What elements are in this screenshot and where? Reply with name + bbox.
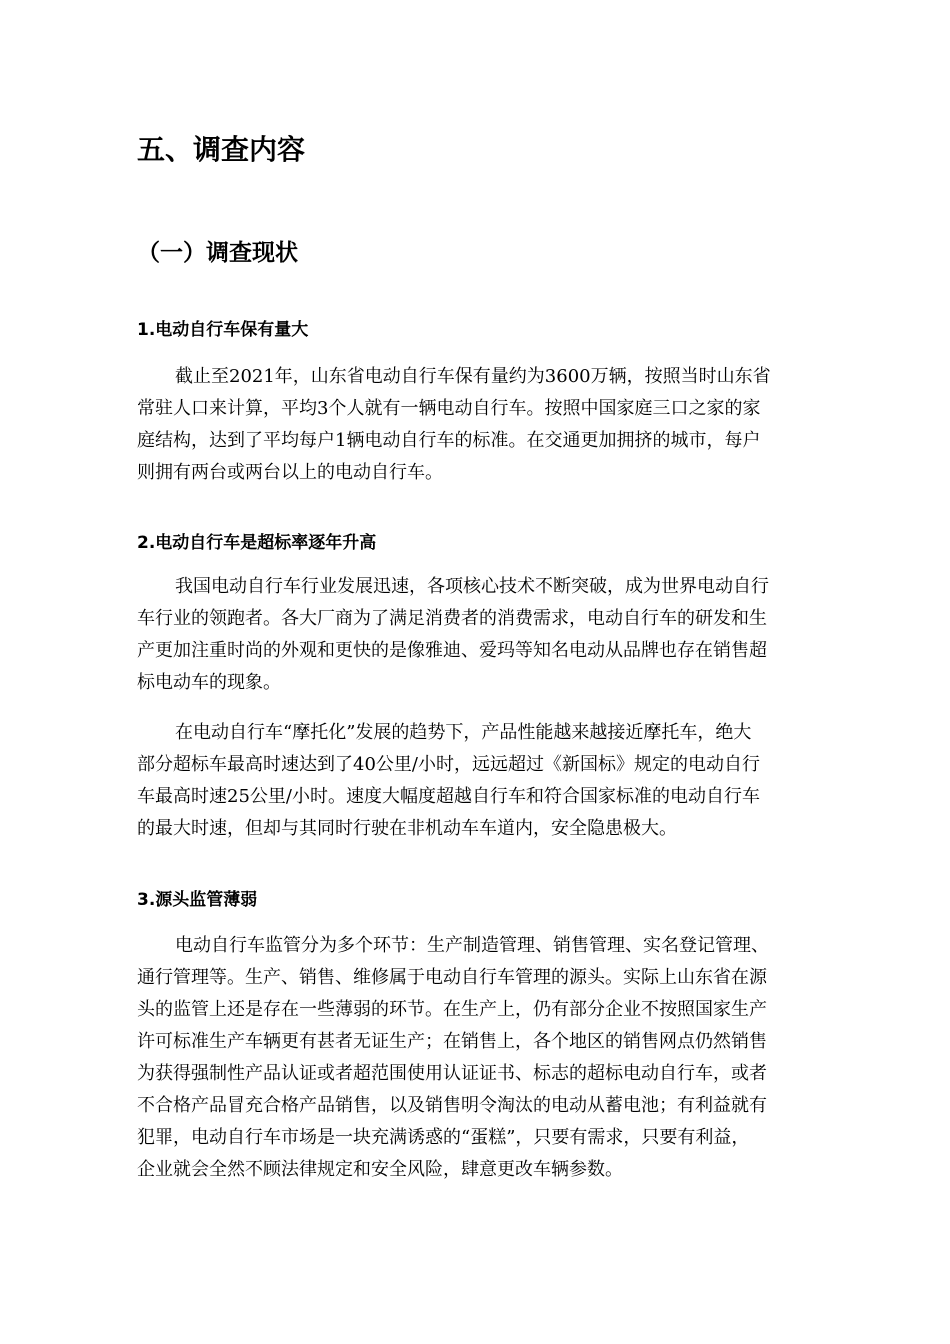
- text-line: 通行管理等。生产、销售、维修属于电动自行车管理的源头。实际上山东省在源: [137, 967, 767, 988]
- section-2-paragraph-1: [137, 571, 812, 699]
- main-heading: 五、调查内容: [137, 133, 306, 166]
- text-line: 车行业的领跑者。各大厂商为了满足消费者的消费需求，电动自行车的研发和生: [137, 608, 767, 629]
- section-1-title: 1.电动自行车保有量大: [137, 320, 309, 340]
- sub-heading: （一）调查现状: [137, 240, 298, 266]
- text-line: 车最高时速25公里/小时。速度大幅度超越自行车和符合国家标准的电动自行车: [137, 786, 760, 807]
- text-line: 庭结构，达到了平均每户1辆电动自行车的标准。在交通更加拥挤的城市，每户: [137, 430, 761, 451]
- text-line: 截止至2021年，山东省电动自行车保有量约为3600万辆，按照当时山东省: [175, 366, 771, 387]
- text-line: 电动自行车监管分为多个环节：生产制造管理、销售管理、实名登记管理、: [175, 935, 769, 956]
- text-line: 产更加注重时尚的外观和更快的是像雅迪、爱玛等知名电动从品牌也存在销售超: [137, 640, 767, 661]
- section-1-paragraph-1: [137, 361, 812, 489]
- text-line: 我国电动自行车行业发展迅速，各项核心技术不断突破，成为世界电动自行: [175, 576, 769, 597]
- section-2-paragraph-2: [137, 717, 812, 845]
- text-line: 的最大时速，但却与其同时行驶在非机动车车道内，安全隐患极大。: [137, 818, 677, 839]
- text-line: 部分超标车最高时速达到了40公里/小时，远远超过《新国标》规定的电动自行: [137, 754, 760, 775]
- text-line: 许可标准生产车辆更有甚者无证生产；在销售上，各个地区的销售网点仍然销售: [137, 1031, 767, 1052]
- text-line: 犯罪，电动自行车市场是一块充满诱惑的“蛋糕”，只要有需求，只要有利益，: [137, 1127, 750, 1148]
- text-line: 常驻人口来计算，平均3个人就有一辆电动自行车。按照中国家庭三口之家的家: [137, 398, 761, 419]
- text-line: 不合格产品冒充合格产品销售，以及销售明令淘汰的电动从蓄电池；有利益就有: [137, 1095, 767, 1116]
- section-3-paragraph-1: [137, 930, 812, 1186]
- section-2-title: 2.电动自行车是超标率逐年升高: [137, 533, 377, 553]
- text-line: 则拥有两台或两台以上的电动自行车。: [137, 462, 443, 483]
- text-line: 为获得强制性产品认证或者超范围使用认证证书、标志的超标电动自行车，或者: [137, 1063, 767, 1084]
- text-line: 企业就会全然不顾法律规定和安全风险，肆意更改车辆参数。: [137, 1159, 623, 1180]
- section-3-title: 3.源头监管薄弱: [137, 890, 258, 910]
- text-line: 在电动自行车“摩托化”发展的趋势下，产品性能越来越接近摩托车，绝大: [175, 722, 752, 743]
- text-line: 标电动车的现象。: [137, 672, 281, 693]
- text-line: 头的监管上还是存在一些薄弱的环节。在生产上，仍有部分企业不按照国家生产: [137, 999, 767, 1020]
